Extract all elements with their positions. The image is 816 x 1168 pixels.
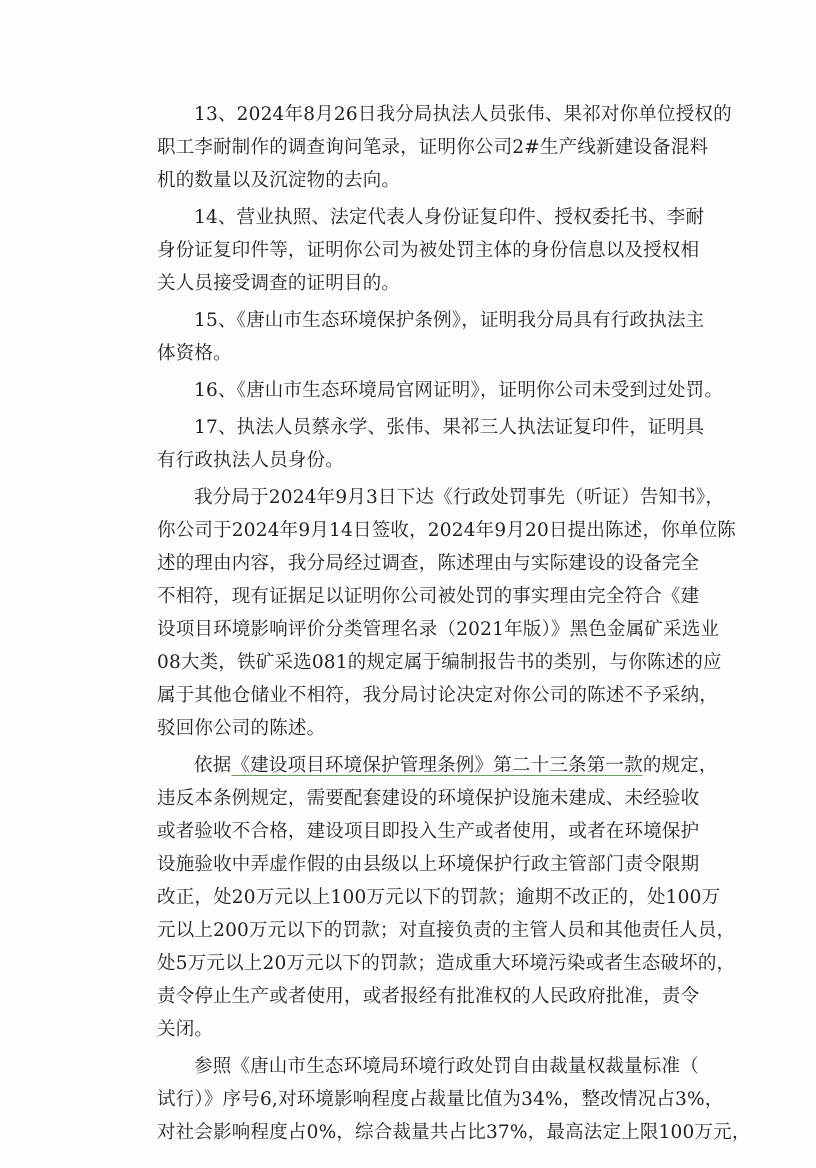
text-line: 机的数量以及沉淀物的去向。 — [157, 170, 401, 191]
text-line: 责令停止生产或者使用，或者报经有批准权的人民政府批准，责令 — [157, 986, 700, 1007]
text-line: 15、《唐山市生态环境保护条例》，证明我分局具有行政执法主 — [194, 310, 705, 331]
text-line: 对社会影响程度占0%，综合裁量共占比37%，最高法定上限100万元， — [157, 1122, 751, 1143]
text-line: 违反本条例规定，需要配套建设的环境保护设施未建成、未经验收 — [157, 788, 700, 809]
text-line: 13、2024年8月26日我分局执法人员张伟、果祁对你单位授权的 — [194, 104, 732, 125]
text-line: 17、执法人员蔡永学、张伟、果祁三人执法证复印件，证明具 — [194, 417, 705, 438]
evidence-item-13 — [120, 98, 732, 197]
evidence-item-17 — [120, 411, 705, 477]
cited-regulation: 《建设项目环境保护管理条例》第二十三条第一款 — [231, 755, 643, 776]
text-line: 有行政执法人员身份。 — [157, 450, 345, 471]
text-line — [120, 749, 718, 782]
legal-basis-paragraph — [120, 749, 736, 1046]
text-line: 改正，处20万元以上100万元以下的罚款；逾期不改正的，处100万 — [157, 887, 721, 908]
text-line: 16、《唐山市生态环境局官网证明》，证明你公司未受到过处罚。 — [194, 380, 724, 401]
legal-basis-suffix: 的规定， — [642, 755, 718, 776]
statement-response-paragraph — [120, 481, 736, 745]
text-line: 设项目环境影响评价分类管理名录（2021年版）》黑色金属矿采选业 — [157, 619, 720, 640]
text-line: 08大类，铁矿采选081的规定属于编制报告书的类别，与你陈述的应 — [157, 652, 722, 673]
text-line: 处5万元以上20万元以下的罚款；造成重大环境污染或者生态破坏的， — [157, 953, 736, 974]
text-line: 述的理由内容，我分局经过调查，陈述理由与实际建设的设备完全 — [157, 553, 700, 574]
evidence-item-16 — [120, 374, 724, 407]
evidence-item-15 — [120, 304, 705, 370]
document-body — [120, 98, 751, 1153]
evidence-item-14 — [120, 201, 705, 300]
text-line: 身份证复印件等，证明你公司为被处罚主体的身份信息以及授权相 — [157, 240, 700, 261]
text-line: 元以上200万元以下的罚款；对直接负责的主管人员和其他责任人员， — [157, 920, 736, 941]
text-line: 我分局于2024年9月3日下达《行政处罚事先（听证）告知书》， — [194, 487, 725, 508]
text-line: 不相符，现有证据足以证明你公司被处罚的事实理由完全符合《建 — [157, 586, 700, 607]
text-line: 设施验收中弄虚作假的由县级以上环境保护行政主管部门责令限期 — [157, 854, 700, 875]
legal-basis-prefix: 依据 — [194, 755, 232, 776]
text-line: 关人员接受调查的证明目的。 — [157, 273, 401, 294]
text-line: 试行）》序号6,对环境影响程度占裁量比值为34%，整改情况占3%， — [157, 1089, 724, 1110]
text-line: 14、营业执照、法定代表人身份证复印件、授权委托书、李耐 — [194, 207, 705, 228]
text-line: 驳回你公司的陈述。 — [157, 718, 326, 739]
text-line: 关闭。 — [157, 1019, 214, 1040]
discretion-reference-paragraph — [120, 1050, 751, 1149]
text-line: 体资格。 — [157, 343, 232, 364]
text-line: 或者验收不合格，建设项目即投入生产或者使用，或者在环境保护 — [157, 821, 700, 842]
text-line: 你公司于2024年9月14日签收，2024年9月20日提出陈述，你单位陈 — [157, 520, 736, 541]
text-line: 职工李耐制作的调查询问笔录，证明你公司2#生产线新建设备混料 — [157, 137, 709, 158]
text-line: 参照《唐山市生态环境局环境行政处罚自由裁量权裁量标准（ — [194, 1056, 699, 1077]
text-line: 属于其他仓储业不相符，我分局讨论决定对你公司的陈述不予采纳， — [157, 685, 719, 706]
